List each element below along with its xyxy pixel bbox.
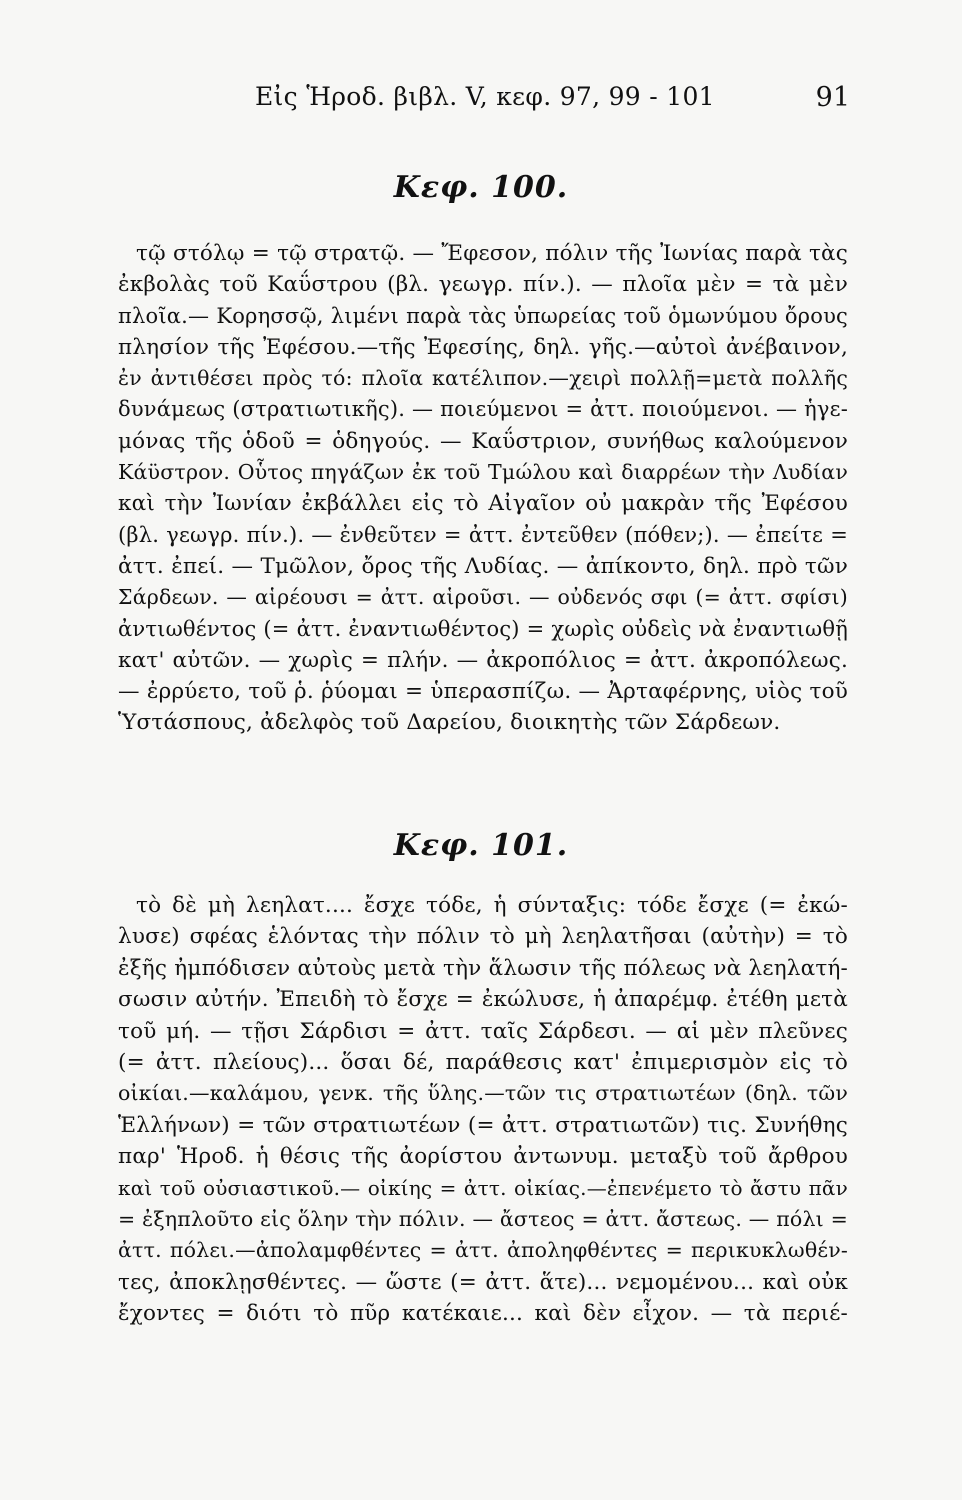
text-line: ἀντιωθέντος (= ἀττ. ἐναντιωθέντος) = χωρὶς οὐδεὶς νὰ ἐναντιωθῇ	[118, 616, 848, 641]
text-line: (βλ. γεωγρ. πίν.). — ἐνθεῦτεν = ἀττ. ἐντεῦθεν (πόθεν;). — ἐπείτε =	[118, 522, 848, 547]
text-line: — ἐρρύετο, τοῦ ῥ. ῥύομαι = ὑπερασπίζω. — Ἀρταφέρνης, υἱὸς τοῦ	[118, 679, 848, 705]
text-line: τὸ δὲ μὴ λεηλατ.... ἔσχε τόδε, ἡ σύνταξις: τόδε ἔσχε (= ἐκώ-	[136, 893, 848, 918]
text-line: Σάρδεων. — αἱρέουσι = ἀττ. αἱροῦσι. — οὐδενός σφι (= ἀττ. σφίσι)	[118, 585, 848, 610]
text-line: τοῦ μή. — τῇσι Σάρδισι = ἀττ. ταῖς Σάρδεσι. — αἱ μὲν πλεῦνες	[118, 1018, 848, 1044]
section-heading-100: Κεφ. 100.	[393, 170, 569, 205]
text-line: δυνάμεως (στρατιωτικῆς). — ποιεύμενοι = ἀττ. ποιούμενοι. — ἡγε-	[118, 397, 848, 422]
text-line: σωσιν αὐτήν. Ἐπειδὴ τὸ ἔσχε = ἐκώλυσε, ἡ ἀπαρέμφ. ἐτέθη μετὰ	[118, 987, 848, 1013]
running-head: Εἰς Ἡροδ. βιβλ. V, κεφ. 97, 99 - 101	[255, 82, 715, 111]
text-line: κατ' αὐτῶν. — χωρὶς = πλήν. — ἀκροπόλιος = ἀττ. ἀκροπόλεως.	[118, 647, 848, 673]
text-line: τες, ἀποκλῃσθέντες. — ὥστε (= ἀττ. ἅτε)... νεμομένου... καὶ οὐκ	[118, 1269, 848, 1295]
text-line: πλησίον τῆς Ἐφέσου.—τῆς Ἐφεσίης, δηλ. γῆς.—αὐτοὶ ἀνέβαινον,	[118, 334, 848, 360]
text-line: ἀττ. πόλει.—ἀπολαμφθέντες = ἀττ. ἀποληφθέντες = περικυκλωθέν-	[118, 1238, 848, 1263]
text-line: ἐκβολὰς τοῦ Καΰστρου (βλ. γεωγρ. πίν.). — πλοῖα μὲν = τὰ μὲν	[118, 272, 848, 298]
text-line: ἐξῆς ἠμπόδισεν αὐτοὺς μετὰ τὴν ἅλωσιν τῆς πόλεως νὰ λεηλατή-	[118, 955, 848, 981]
text-line: (= ἀττ. πλείους)... ὅσαι δέ, παράθεσις κατ' ἐπιμερισμὸν εἰς τὸ	[118, 1049, 848, 1075]
text-line: οἰκίαι.—καλάμου, γενκ. τῆς ὕλης.—τῶν τις στρατιωτέων (δηλ. τῶν	[118, 1081, 848, 1106]
page-number: 91	[815, 82, 850, 113]
text-line: λυσε) σφέας ἑλόντας τὴν πόλιν τὸ μὴ λεηλατῆσαι (αὐτὴν) = τὸ	[118, 924, 848, 950]
commentary-block-101	[118, 890, 848, 1329]
text-line: ἀττ. ἐπεί. — Τμῶλον, ὄρος τῆς Λυδίας. — ἀπίκοντο, δηλ. πρὸ τῶν	[118, 553, 848, 579]
text-line: Ὑστάσπους, ἀδελφὸς τοῦ Δαρείου, διοικητὴς τῶν Σάρδεων.	[118, 710, 781, 736]
text-line: καὶ τὴν Ἰωνίαν ἐκβάλλει εἰς τὸ Αἰγαῖον οὐ μακρὰν τῆς Ἐφέσου	[118, 491, 848, 517]
text-line: = ἐξηπλοῦτο εἰς ὅλην τὴν πόλιν. — ἄστεος = ἀττ. ἄστεως. — πόλι =	[118, 1206, 848, 1231]
text-line: Κάϋστρον. Οὗτος πηγάζων ἐκ τοῦ Τμώλου καὶ διαρρέων τὴν Λυδίαν	[118, 460, 848, 485]
commentary-block-100	[118, 238, 848, 739]
text-line: τῷ στόλῳ = τῷ στρατῷ. — Ἔφεσον, πόλιν τῆς Ἰωνίας παρὰ τὰς	[136, 241, 848, 266]
text-line: ἐν ἀντιθέσει πρὸς τό: πλοῖα κατέλιπον.—χειρὶ πολλῇ=μετὰ πολλῆς	[118, 366, 848, 391]
text-line: πλοῖα.— Κορησσῷ, λιμένι παρὰ τὰς ὑπωρείας τοῦ ὁμωνύμου ὄρους	[118, 303, 848, 328]
text-line: μόνας τῆς ὁδοῦ = ὁδηγούς. — Καΰστριον, συνήθως καλούμενον	[118, 428, 848, 454]
text-line: παρ' Ἡροδ. ἡ θέσις τῆς ἀορίστου ἀντωνυμ. μεταξὺ τοῦ ἄρθρου	[118, 1144, 848, 1170]
text-line: Ἑλλήνων) = τῶν στρατιωτέων (= ἀττ. στρατιωτῶν) τις. Συνήθης	[118, 1112, 848, 1138]
text-line: ἔχοντες = διότι τὸ πῦρ κατέκαιε... καὶ δὲν εἶχον. — τὰ περιέ-	[118, 1301, 848, 1327]
section-heading-101: Κεφ. 101.	[393, 828, 569, 863]
text-line: καὶ τοῦ οὐσιαστικοῦ.— οἰκίης = ἀττ. οἰκίας.—ἐπενέμετο τὸ ἄστυ πᾶν	[118, 1175, 848, 1200]
